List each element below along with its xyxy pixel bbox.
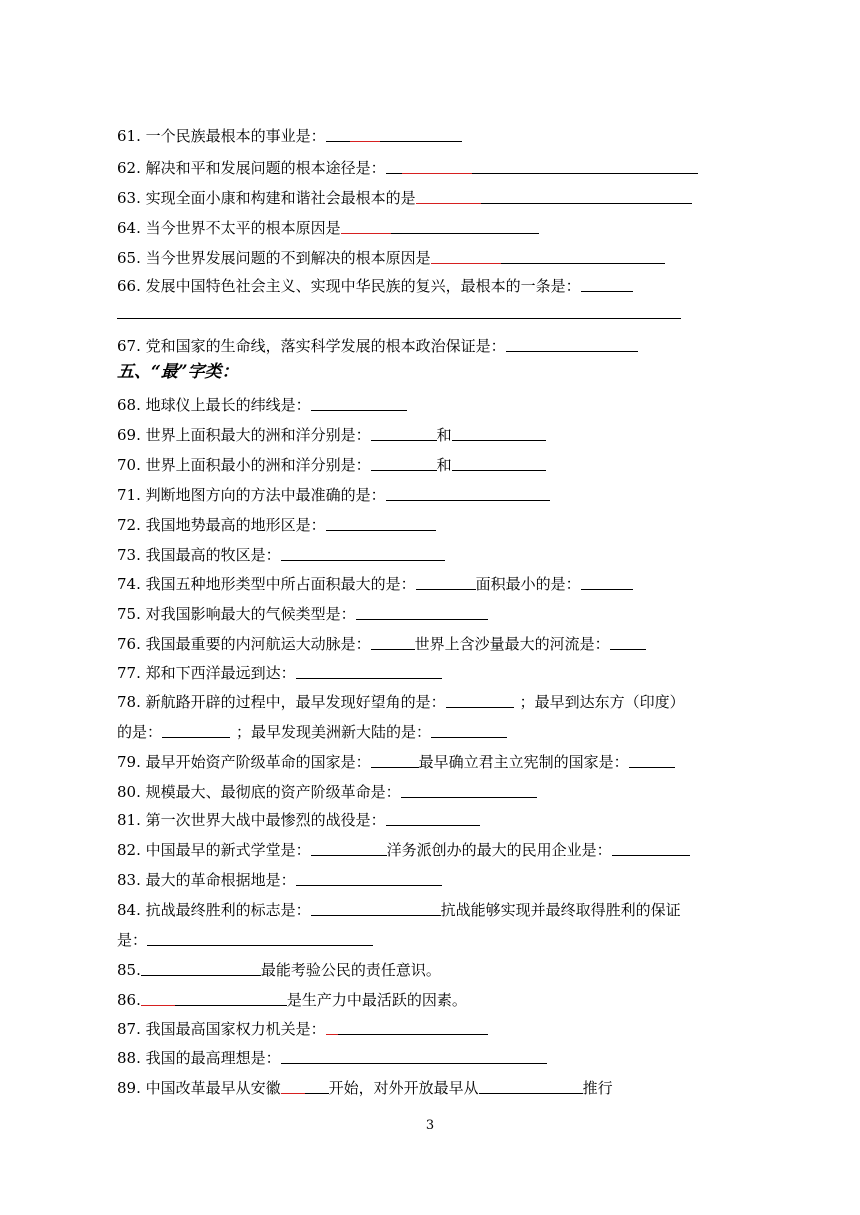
question-65 — [117, 244, 665, 268]
red-mark — [141, 987, 175, 1006]
answer-blank[interactable] — [341, 215, 539, 234]
answer-blank[interactable] — [581, 273, 633, 292]
answer-blank[interactable] — [141, 957, 261, 976]
question-83 — [117, 866, 442, 890]
answer-blank[interactable] — [311, 897, 441, 916]
question-81 — [117, 806, 480, 830]
question-text: 81. 第一次世界大战中最惨烈的战役是： — [117, 811, 386, 829]
question-78-cont — [117, 718, 507, 742]
question-text: 抗战能够实现并最终取得胜利的保证 — [440, 901, 681, 919]
question-text: 82. 中国最早的新式学堂是： — [117, 841, 311, 859]
question-text: 73. 我国最高的牧区是： — [117, 546, 281, 564]
question-text: 87. 我国最高国家权力机关是： — [117, 1020, 326, 1038]
question-text: 是生产力中最活跃的因素。 — [286, 991, 467, 1009]
question-text: 最早确立君主立宪制的国家是： — [418, 753, 629, 771]
answer-blank[interactable] — [311, 392, 407, 411]
question-67 — [117, 332, 638, 356]
answer-blank[interactable] — [326, 1016, 488, 1035]
answer-blank[interactable] — [506, 333, 638, 352]
answer-blank[interactable] — [281, 542, 445, 561]
question-text: 78. 新航路开辟的过程中，最早发现好望角的是： — [117, 693, 446, 711]
question-text: 89. 中国改革最早从安徽 — [117, 1079, 281, 1097]
question-77 — [117, 659, 442, 683]
answer-blank[interactable] — [479, 1075, 583, 1094]
answer-blank[interactable] — [141, 987, 287, 1006]
question-80 — [117, 778, 537, 802]
answer-blank[interactable] — [296, 660, 442, 679]
question-69 — [117, 421, 546, 445]
question-72 — [117, 511, 436, 535]
question-71 — [117, 481, 550, 505]
question-text: 开始，对外开放最早从 — [328, 1079, 479, 1097]
question-text: 76. 我国最重要的内河航运大动脉是： — [117, 635, 371, 653]
question-74 — [117, 570, 633, 594]
question-text: 75. 对我国影响最大的气候类型是： — [117, 605, 356, 623]
question-text: 最能考验公民的责任意识。 — [260, 961, 441, 979]
answer-blank[interactable] — [371, 631, 415, 650]
answer-blank[interactable] — [326, 123, 462, 142]
section-heading: 五、“最”字类： — [117, 362, 239, 382]
question-text: 74. 我国五种地形类型中所占面积最大的是： — [117, 575, 416, 593]
red-mark — [281, 1075, 305, 1094]
answer-blank[interactable] — [386, 155, 698, 174]
answer-blank[interactable] — [446, 689, 514, 708]
red-mark — [350, 123, 380, 142]
question-text: 的是： — [117, 723, 163, 741]
question-79 — [117, 748, 675, 772]
question-text: 和 — [436, 426, 452, 444]
question-84 — [117, 896, 681, 920]
question-text: 67. 党和国家的生命线，落实科学发展的根本政治保证是： — [117, 337, 506, 355]
question-66 — [117, 272, 633, 296]
answer-blank[interactable] — [326, 512, 436, 531]
question-text: 84. 抗战最终胜利的标志是： — [117, 901, 311, 919]
question-text: 洋务派创办的最大的民用企业是： — [386, 841, 612, 859]
answer-blank[interactable] — [401, 779, 537, 798]
question-88 — [117, 1044, 547, 1068]
question-text: 79. 最早开始资产阶级革命的国家是： — [117, 753, 371, 771]
question-text: 65. 当今世界发展问题的不到解决的根本原因是 — [117, 249, 431, 267]
question-text: 68. 地球仪上最长的纬线是： — [117, 396, 311, 414]
answer-blank[interactable] — [311, 837, 387, 856]
answer-blank[interactable] — [281, 1045, 547, 1064]
question-text: 80. 规模最大、最彻底的资产阶级革命是： — [117, 783, 401, 801]
answer-blank[interactable] — [452, 422, 546, 441]
question-text: 64. 当今世界不太平的根本原因是 — [117, 219, 341, 237]
question-89 — [117, 1074, 613, 1098]
red-mark — [341, 215, 391, 234]
question-62 — [117, 154, 698, 178]
page-number: 3 — [425, 1118, 435, 1133]
question-text: ；最早到达东方（印度） — [519, 693, 685, 711]
question-text: 世界上含沙量最大的河流是： — [414, 635, 610, 653]
answer-blank[interactable] — [386, 482, 550, 501]
question-64 — [117, 214, 539, 238]
question-text: 62. 解决和平和发展问题的根本途径是： — [117, 159, 386, 177]
question-82 — [117, 836, 690, 860]
question-85 — [117, 956, 441, 980]
red-mark — [431, 245, 501, 264]
question-text: 88. 我国的最高理想是： — [117, 1049, 281, 1067]
red-mark — [416, 185, 481, 204]
question-text: 71. 判断地图方向的方法中最准确的是： — [117, 486, 386, 504]
answer-blank[interactable] — [386, 807, 480, 826]
question-text: 63. 实现全面小康和构建和谐社会最根本的是 — [117, 189, 416, 207]
answer-blank[interactable] — [629, 749, 675, 768]
answer-blank[interactable] — [147, 927, 373, 946]
answer-blank[interactable] — [612, 837, 690, 856]
question-86 — [117, 986, 467, 1010]
question-78 — [117, 688, 685, 712]
question-text: 66. 发展中国特色社会主义、实现中华民族的复兴，最根本的一条是： — [117, 277, 581, 295]
answer-blank[interactable] — [431, 245, 665, 264]
question-text: 72. 我国地势最高的地形区是： — [117, 516, 326, 534]
answer-blank[interactable] — [356, 601, 488, 620]
question-number: 86. — [117, 991, 141, 1009]
question-text: 61. 一个民族最根本的事业是： — [117, 127, 326, 145]
answer-blank[interactable] — [281, 1075, 329, 1094]
question-68 — [117, 391, 407, 415]
question-text: 和 — [436, 456, 452, 474]
question-76 — [117, 630, 646, 654]
answer-blank[interactable] — [581, 571, 633, 590]
red-mark — [402, 155, 472, 174]
question-text: 83. 最大的革命根据地是： — [117, 871, 296, 889]
question-text: 69. 世界上面积最大的洲和洋分别是： — [117, 426, 371, 444]
answer-blank[interactable] — [296, 867, 442, 886]
question-87 — [117, 1015, 488, 1039]
answer-blank[interactable] — [371, 422, 437, 441]
question-text: 70. 世界上面积最小的洲和洋分别是： — [117, 456, 371, 474]
question-text: 77. 郑和下西洋最远到达： — [117, 664, 296, 682]
question-63 — [117, 184, 692, 208]
answer-continuation-rule[interactable] — [117, 318, 681, 319]
question-text: 推行 — [582, 1079, 613, 1097]
answer-blank[interactable] — [431, 719, 507, 738]
question-73 — [117, 541, 445, 565]
question-number: 85. — [117, 961, 141, 979]
answer-blank[interactable] — [162, 719, 230, 738]
question-84-cont — [117, 926, 373, 950]
answer-blank[interactable] — [416, 185, 692, 204]
question-70 — [117, 451, 546, 475]
answer-blank[interactable] — [371, 749, 419, 768]
question-text: ；最早发现美洲新大陆的是： — [236, 723, 432, 741]
answer-blank[interactable] — [371, 452, 437, 471]
answer-blank[interactable] — [610, 631, 646, 650]
red-mark — [326, 1016, 338, 1035]
answer-blank[interactable] — [416, 571, 476, 590]
question-75 — [117, 600, 488, 624]
answer-blank[interactable] — [452, 452, 546, 471]
question-text: 面积最小的是： — [475, 575, 581, 593]
question-text: 是： — [117, 931, 148, 949]
question-61 — [117, 122, 462, 146]
